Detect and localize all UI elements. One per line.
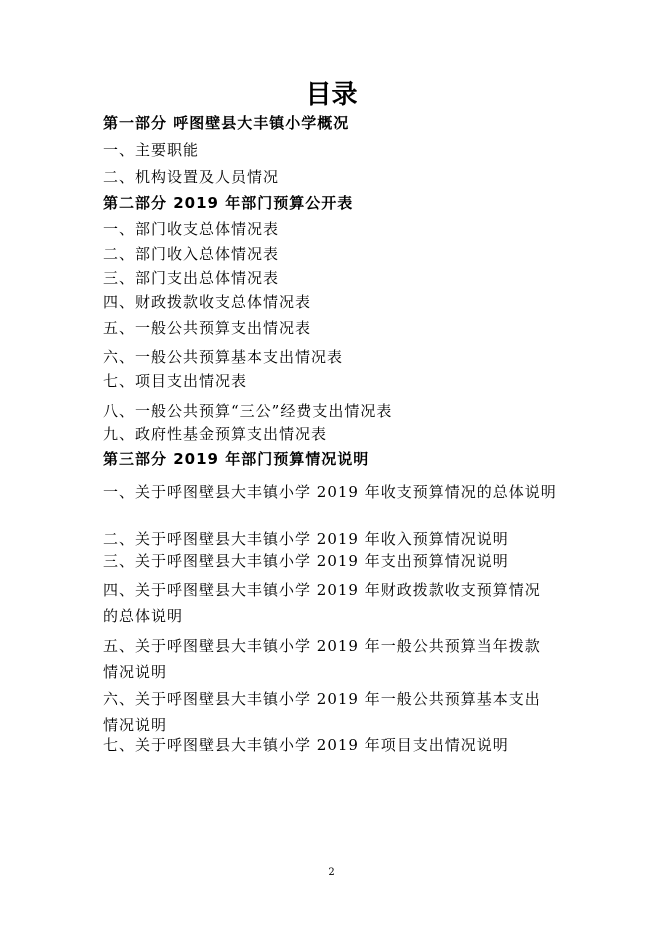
part1-item-2: 二、机构设置及人员情况 [103, 168, 280, 186]
part3-item-3: 三、关于呼图壁县大丰镇小学 2019 年支出预算情况说明 [103, 552, 509, 570]
part2-item-4: 四、财政拨款收支总体情况表 [103, 293, 312, 311]
part3-item-7: 七、关于呼图壁县大丰镇小学 2019 年项目支出情况说明 [103, 736, 509, 754]
part3-item-5: 五、关于呼图壁县大丰镇小学 2019 年一般公共预算当年拨款情况说明 [103, 637, 541, 681]
part1-heading: 第一部分 呼图壁县大丰镇小学概况 [103, 114, 350, 132]
part2-item-6: 六、一般公共预算基本支出情况表 [103, 348, 344, 366]
part3-item-1: 一、关于呼图壁县大丰镇小学 2019 年收支预算情况的总体说明 [103, 483, 557, 501]
part2-item-2: 二、部门收入总体情况表 [103, 245, 280, 263]
part3-item-4: 四、关于呼图壁县大丰镇小学 2019 年财政拨款收支预算情况的总体说明 [103, 581, 541, 625]
part3-heading: 第三部分 2019 年部门预算情况说明 [103, 450, 370, 468]
part2-item-1: 一、部门收支总体情况表 [103, 220, 280, 238]
part1-item-1: 一、主要职能 [103, 141, 200, 159]
part2-item-9: 九、政府性基金预算支出情况表 [103, 425, 328, 443]
page-number: 2 [328, 867, 335, 878]
part3-item-2: 二、关于呼图壁县大丰镇小学 2019 年收入预算情况说明 [103, 530, 509, 548]
part2-item-7: 七、项目支出情况表 [103, 372, 248, 390]
part2-item-3: 三、部门支出总体情况表 [103, 269, 280, 287]
part3-item-6: 六、关于呼图壁县大丰镇小学 2019 年一般公共预算基本支出情况说明 [103, 690, 541, 734]
part2-item-8: 八、一般公共预算“三公”经费支出情况表 [103, 402, 393, 420]
page-title: 目录 [305, 80, 358, 110]
part2-item-5: 五、一般公共预算支出情况表 [103, 319, 312, 337]
part2-heading: 第二部分 2019 年部门预算公开表 [103, 194, 354, 212]
